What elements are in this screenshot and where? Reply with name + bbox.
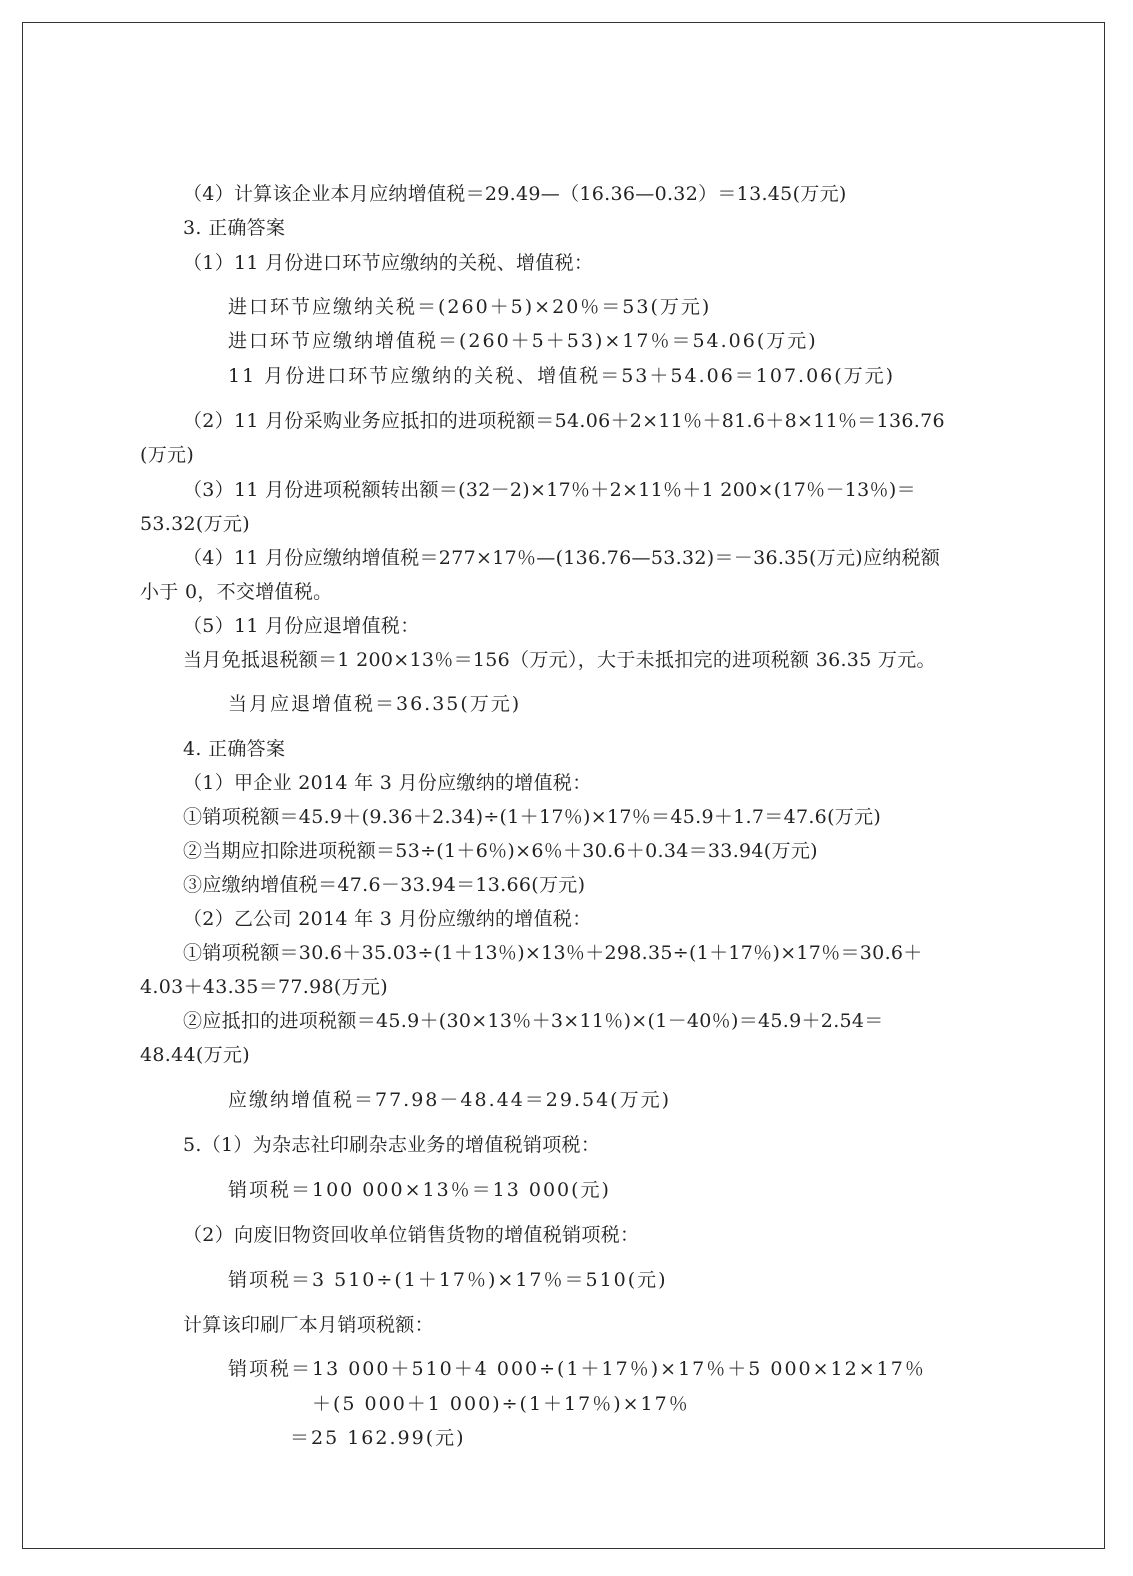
formula-line: 应缴纳增值税＝77.98－48.44＝29.54(万元) — [228, 1089, 672, 1111]
formula-line: 当月应退增值税＝36.35(万元) — [228, 693, 522, 715]
formula-line: ＝25 162.99(元) — [290, 1427, 466, 1449]
text-line: (万元) — [140, 444, 195, 466]
formula-line: 进口环节应缴纳关税＝(260＋5)×20％＝53(万元) — [228, 296, 712, 318]
text-line: 4.03＋43.35＝77.98(万元) — [140, 976, 388, 998]
formula-line: 11 月份进口环节应缴纳的关税、增值税＝53＋54.06＝107.06(万元) — [228, 365, 896, 387]
text-line: （1）甲企业 2014 年 3 月份应缴纳的增值税： — [183, 772, 592, 794]
text-line: （2）向废旧物资回收单位销售货物的增值税销项税： — [183, 1224, 640, 1246]
text-line: 48.44(万元) — [140, 1044, 250, 1066]
text-line: 53.32(万元) — [140, 513, 250, 535]
formula-line: 销项税＝100 000×13％＝13 000(元) — [228, 1179, 611, 1201]
text-line: ②应抵扣的进项税额＝45.9＋(30×13％＋3×11％)×(1－40％)＝45.9＋2.54＝ — [183, 1010, 884, 1032]
text-line: 小于 0，不交增值税。 — [140, 581, 333, 603]
text-line: （2）11 月份采购业务应抵扣的进项税额＝54.06＋2×11％＋81.6＋8×11％＝136.76 — [183, 410, 945, 432]
text-line: 计算该印刷厂本月销项税额： — [183, 1314, 434, 1336]
text-line: （2）乙公司 2014 年 3 月份应缴纳的增值税： — [183, 908, 592, 930]
text-line: （4）计算该企业本月应纳增值税＝29.49—（16.36—0.32）＝13.45(万元) — [183, 183, 847, 205]
formula-line: 销项税＝13 000＋510＋4 000÷(1＋17％)×17％＋5 000×12×17％ — [228, 1358, 926, 1380]
text-line: （3）11 月份进项税额转出额＝(32－2)×17％＋2×11％＋1 200×(17％－13％)＝ — [183, 479, 916, 501]
section-heading: 3. 正确答案 — [183, 217, 286, 239]
formula-line: 进口环节应缴纳增值税＝(260＋5＋53)×17％＝54.06(万元) — [228, 330, 818, 352]
text-line: （1）11 月份进口环节应缴纳的关税、增值税： — [183, 252, 594, 274]
text-line: ③应缴纳增值税＝47.6－33.94＝13.66(万元) — [183, 874, 586, 896]
text-line: （4）11 月份应缴纳增值税＝277×17％—(136.76—53.32)＝－36.35(万元)应纳税额 — [183, 547, 941, 569]
text-line: ②当期应扣除进项税额＝53÷(1＋6％)×6％＋30.6＋0.34＝33.94(万元) — [183, 840, 818, 862]
section-heading: 5.（1）为杂志社印刷杂志业务的增值税销项税： — [183, 1134, 601, 1156]
text-line: （5）11 月份应退增值税： — [183, 615, 420, 637]
text-line: 当月免抵退税额＝1 200×13％＝156（万元），大于未抵扣完的进项税额 36.35 万元。 — [183, 649, 936, 671]
formula-line: ＋(5 000＋1 000)÷(1＋17％)×17％ — [312, 1393, 690, 1415]
formula-line: 销项税＝3 510÷(1＋17％)×17％＝510(元) — [228, 1269, 668, 1291]
text-line: ①销项税额＝45.9＋(9.36＋2.34)÷(1＋17％)×17％＝45.9＋1.7＝47.6(万元) — [183, 806, 882, 828]
text-line: ①销项税额＝30.6＋35.03÷(1＋13％)×13％＋298.35÷(1＋17％)×17％＝30.6＋ — [183, 942, 923, 964]
section-heading: 4. 正确答案 — [183, 738, 286, 760]
